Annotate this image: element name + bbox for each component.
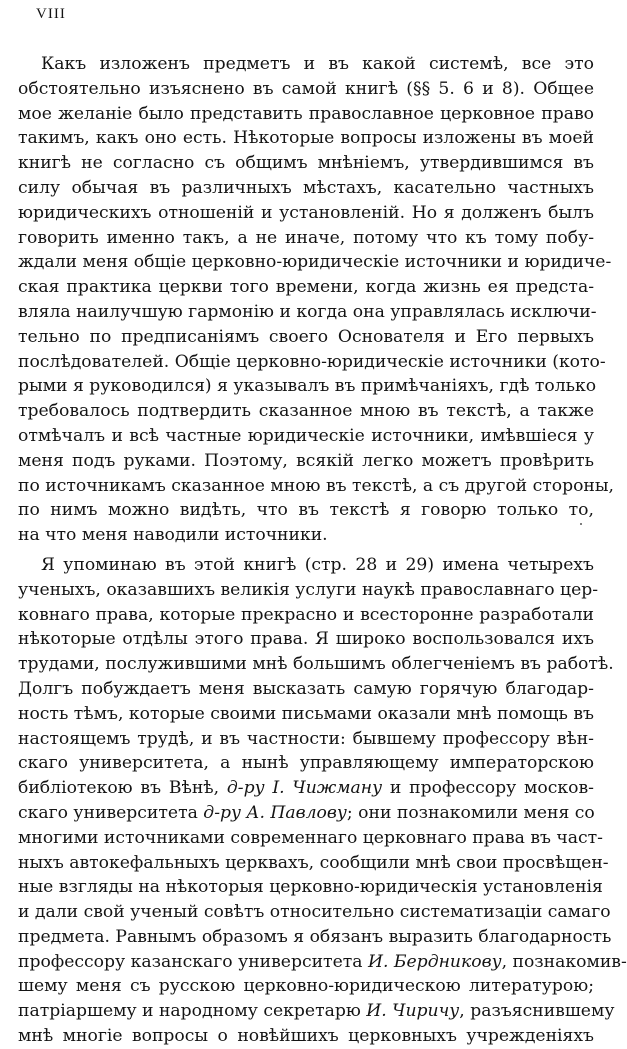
text-line: ская практика церкви того времени, когда жизнь ея предста- <box>18 277 594 298</box>
paragraph-1 <box>18 52 615 548</box>
text-line: по нимъ можно видѣть, что въ текстѣ я говорю только то, <box>18 500 594 521</box>
text-segment: Долгъ побуждаетъ меня высказать самую горячую благодар- <box>18 678 594 699</box>
text-line: Какъ изложенъ предметъ и въ какой системѣ, все это <box>41 54 594 74</box>
text-line: по источникамъ сказанное мною въ текстѣ, а съ другой стороны, <box>18 475 615 496</box>
text-line <box>18 603 594 628</box>
text-line: требовалось подтвердить сказанное мною въ текстѣ, а также <box>18 401 594 422</box>
text-line: такимъ, какъ оно есть. Нѣкоторые вопросы изложены въ моей <box>18 128 594 149</box>
text-line <box>18 553 594 578</box>
text-line <box>18 702 594 727</box>
text-segment: , познакомив- <box>501 951 627 972</box>
text-segment: профессору казанскаго университета <box>18 951 368 972</box>
text-line <box>18 677 594 702</box>
text-line <box>18 652 614 677</box>
text-line <box>18 875 603 900</box>
body-text <box>18 52 627 1049</box>
text-segment: ныхъ автокефальныхъ церквахъ, сообщили мнѣ свои просвѣщен- <box>18 852 609 873</box>
text-line <box>18 826 603 851</box>
text-line <box>18 900 611 925</box>
text-segment: предмета. Равнымъ образомъ я обязанъ выразить благодарность <box>18 926 612 947</box>
text-segment: скаго университета, а нынѣ управляющему императорскою <box>18 753 594 774</box>
text-line: книгѣ не согласно съ общимъ мнѣніемъ, утвердившимся въ <box>18 153 594 174</box>
text-segment: трудами, послужившими мнѣ большимъ облегченіемъ въ работѣ. <box>18 654 614 675</box>
text-segment: ные взгляды на нѣкоторыя церковно-юридическія установленія <box>18 877 603 898</box>
text-line <box>18 999 615 1024</box>
text-segment: скаго университета <box>18 802 204 823</box>
text-segment: мнѣ многіе вопросы о новѣйшихъ церковныхъ учрежденіяхъ <box>18 1026 594 1047</box>
text-segment: ученыхъ, оказавшихъ великія услуги наукѣ православнаго цер- <box>18 579 599 600</box>
text-line: на что меня наводили источники. <box>18 525 328 546</box>
paragraph-2 <box>18 553 627 1049</box>
text-segment: ; они познакомили меня со <box>346 802 595 823</box>
text-line: юридическихъ отношеній и установленій. Но я долженъ былъ <box>18 202 594 223</box>
text-line <box>18 950 627 975</box>
text-segment: ность тѣмъ, которые своими письмами оказали мнѣ помощь въ <box>18 703 594 724</box>
text-line: силу обычая въ различныхъ мѣстахъ, касательно частныхъ <box>18 177 594 198</box>
text-line <box>18 801 594 826</box>
text-line <box>18 974 594 999</box>
italic-name: д-ру І. Чижману <box>226 778 383 799</box>
text-line <box>18 751 594 776</box>
text-segment: , разъяснившему <box>459 1001 615 1022</box>
text-line <box>18 851 609 876</box>
text-segment: библіотекою въ Вѣнѣ, <box>18 778 227 799</box>
text-segment: ковнаго права, которые прекрасно и всесторонне разработали <box>18 604 594 625</box>
page-number: VIII <box>36 6 66 22</box>
italic-name: И. Чиричу <box>366 1001 460 1022</box>
text-line: меня подъ руками. Поэтому, всякій легко можетъ провѣрить <box>18 450 594 471</box>
text-line: ждали меня общіе церковно-юридическіе источники и юридиче- <box>18 252 612 273</box>
text-line <box>18 1024 594 1049</box>
text-segment: и дали свой ученый совѣтъ относительно систематизаціи самаго <box>18 902 611 923</box>
text-line: тельно по предписаніямъ своего Основателя и Его первыхъ <box>18 326 594 347</box>
text-line: обстоятельно изъяснено въ самой книгѣ (§§ 5. 6 и 8). Общее <box>18 78 594 99</box>
text-line: вляла наилучшую гармонію и когда она управлялась исключи- <box>18 301 597 322</box>
text-line: отмѣчалъ и всѣ частные юридическіе источники, имѣвшіеся у <box>18 425 594 446</box>
text-line <box>18 627 594 652</box>
text-line: мое желаніе было представить православное церковное право <box>18 103 594 124</box>
italic-name: д-ру А. Павлову <box>203 802 347 823</box>
text-segment: шему меня съ русскою церковно-юридическою литературою; <box>18 976 594 997</box>
text-segment: Я упоминаю въ этой книгѣ (стр. 28 и 29) имена четырехъ <box>41 554 594 575</box>
text-segment: настоящемъ трудѣ, и въ частности: бывшему профессору вѣн- <box>18 728 594 749</box>
text-line: послѣдователей. Общіе церковно-юридическіе источники (кото- <box>18 351 606 372</box>
text-line <box>18 776 594 801</box>
italic-name: И. Бердникову <box>367 951 502 972</box>
text-line: говорить именно такъ, а не иначе, потому что къ тому побу- <box>18 227 594 248</box>
text-line <box>18 578 599 603</box>
text-segment: и профессору москов- <box>382 778 594 799</box>
text-line <box>18 727 594 752</box>
text-segment: патріаршему и народному секретарю <box>18 1001 367 1022</box>
text-segment: многими источниками современнаго церковнаго права въ част- <box>18 827 603 848</box>
text-line: рыми я руководился) я указывалъ въ примѣчаніяхъ, гдѣ только <box>18 376 597 397</box>
text-segment: нѣкоторые отдѣлы этого права. Я широко воспользовался ихъ <box>18 629 594 650</box>
text-line <box>18 925 612 950</box>
